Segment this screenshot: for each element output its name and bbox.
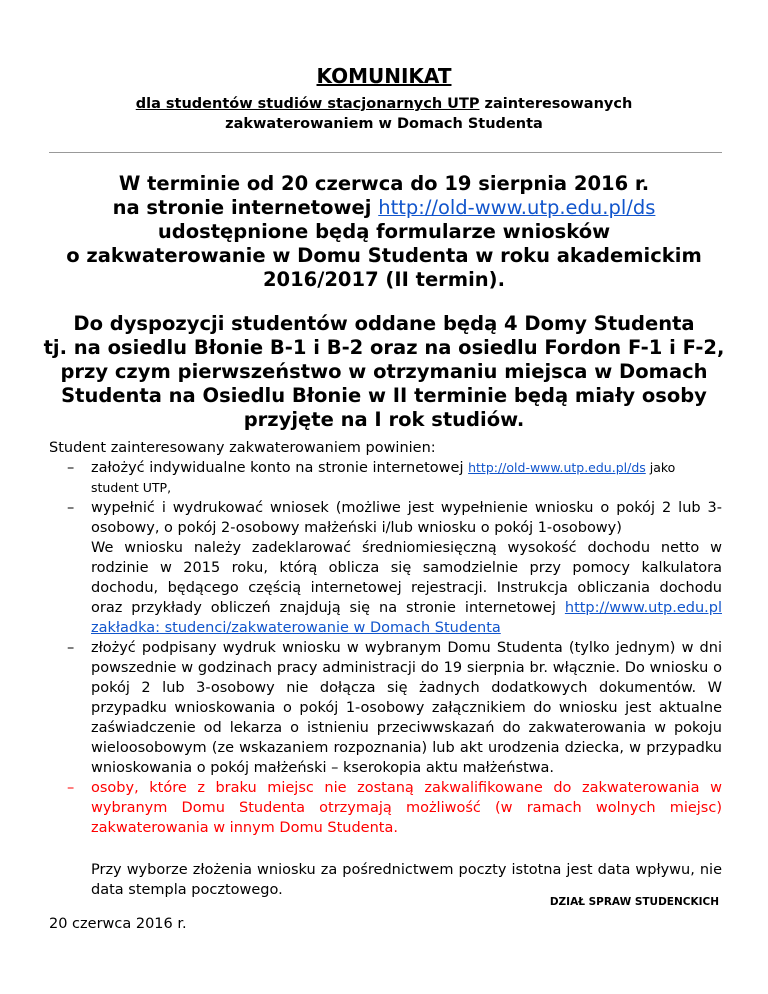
subtitle-line2: zakwaterowaniem w Domach Studenta (225, 116, 543, 132)
dorms-line1: Do dyspozycji studentów oddane będą 4 Domy Studenta (73, 312, 695, 335)
item1-link[interactable]: http://old-www.utp.edu.pl/ds (468, 460, 646, 475)
mail-note: Przy wyborze złożenia wniosku za pośrednictwem poczty istotna jest data wpływu, nie data stempla pocztowego. (91, 862, 722, 898)
list-item (49, 638, 722, 778)
item2-link[interactable]: http://www.utp.edu.pl (564, 600, 722, 616)
announcement-line4: o zakwaterowanie w Domu Studenta w roku akademickim (66, 244, 702, 267)
subtitle-underlined: dla studentów studiów stacjonarnych UTP (135, 96, 480, 112)
list-item (49, 498, 722, 638)
dorms-line3: przy czym pierwszeństwo w otrzymaniu miejsca w Domach (60, 360, 708, 383)
item1-small: student UTP, (91, 480, 172, 495)
list-item-highlighted (49, 778, 722, 838)
list-item (49, 458, 722, 498)
instructions-intro: Student zainteresowany zakwaterowaniem powinien: (49, 440, 436, 456)
item2-note: We wniosku należy zadeklarować średniomiesięczną wysokość dochodu netto w rodzinie w 2015 roku, którą oblicza się samodzielnie przy pomocy kalkulatora dochodu, będącego częścią internetowej rejestracji. Instrukcja obliczania dochodu oraz przykłady obliczeń znajdują się na stronie internetowej (91, 540, 722, 616)
announcement-line1: W terminie od 20 czerwca do 19 sierpnia 2016 r. (118, 172, 650, 195)
announcement-block (0, 172, 768, 292)
subtitle-rest: zainteresowanych (479, 96, 633, 112)
instructions-section (49, 438, 722, 934)
item2-text: wypełnić i wydrukować wniosek (możliwe jest wypełnienie wniosku o pokój 2 lub 3-osobowy, o pokój 2-osobowy małżeński i/lub wniosku o pokój 1-osobowy) (91, 500, 722, 536)
item1-text: założyć indywidualne konto na stronie internetowej (91, 460, 469, 476)
item2-link2[interactable]: zakładka: studenci/zakwaterowanie w Domach Studenta (91, 620, 501, 636)
dorms-line5: przyjęte na I rok studiów. (243, 408, 525, 431)
announcement-line2-prefix: na stronie internetowej (112, 196, 379, 219)
dorms-line4: Studenta na Osiedlu Błonie w II terminie będą miały osoby (61, 384, 707, 407)
announcement-line5: 2016/2017 (II termin). (262, 268, 506, 291)
item4-text: osoby, które z braku miejsc nie zostaną zakwalifikowane do zakwaterowania w wybranym Domu Studenta otrzymają możliwość (w ramach wolnych miejsc) zakwaterowania w innym Domu Studenta. (91, 780, 722, 836)
dorms-block (0, 312, 768, 432)
instructions-list (49, 458, 722, 838)
document-date: 20 czerwca 2016 r. (49, 916, 187, 932)
announcement-link[interactable]: http://old-www.utp.edu.pl/ds (378, 196, 656, 219)
dash-bullet: – (67, 460, 75, 476)
header-divider (49, 152, 722, 153)
dash-bullet: – (67, 500, 75, 516)
item3-text: złożyć podpisany wydruk wniosku w wybranym Domu Studenta (tylko jednym) w dni powszednie w godzinach pracy administracji do 19 sierpnia br. włącznie. Do wniosku o pokój 2 lub 3-osobowy nie dołącza się żadnych dodatkowych dokumentów. W przypadku wnioskowania o pokój 1-osobowy załącznikiem do wniosku jest aktualne zaświadczenie od lekarza o istnieniu przeciwwskazań do zakwaterowania w pokoju wieloosobowym (ze wskazaniem rozpoznania) lub akt urodzenia dziecka, w przypadku wnioskowania o pokój małżeński – kserokopia aktu małżeństwa. (91, 640, 722, 776)
page-subtitle (0, 94, 768, 134)
page-title: KOMUNIKAT (316, 64, 452, 88)
office-signature: DZIAŁ SPRAW STUDENCKICH (549, 896, 719, 908)
dash-bullet: – (67, 780, 75, 796)
dorms-line2: tj. na osiedlu Błonie B-1 i B-2 oraz na osiedlu Fordon F-1 i F-2, (43, 336, 725, 359)
dash-bullet: – (67, 640, 75, 656)
item1-after-link: jako (645, 460, 676, 475)
announcement-line3: udostępnione będą formularze wniosków (157, 220, 611, 243)
